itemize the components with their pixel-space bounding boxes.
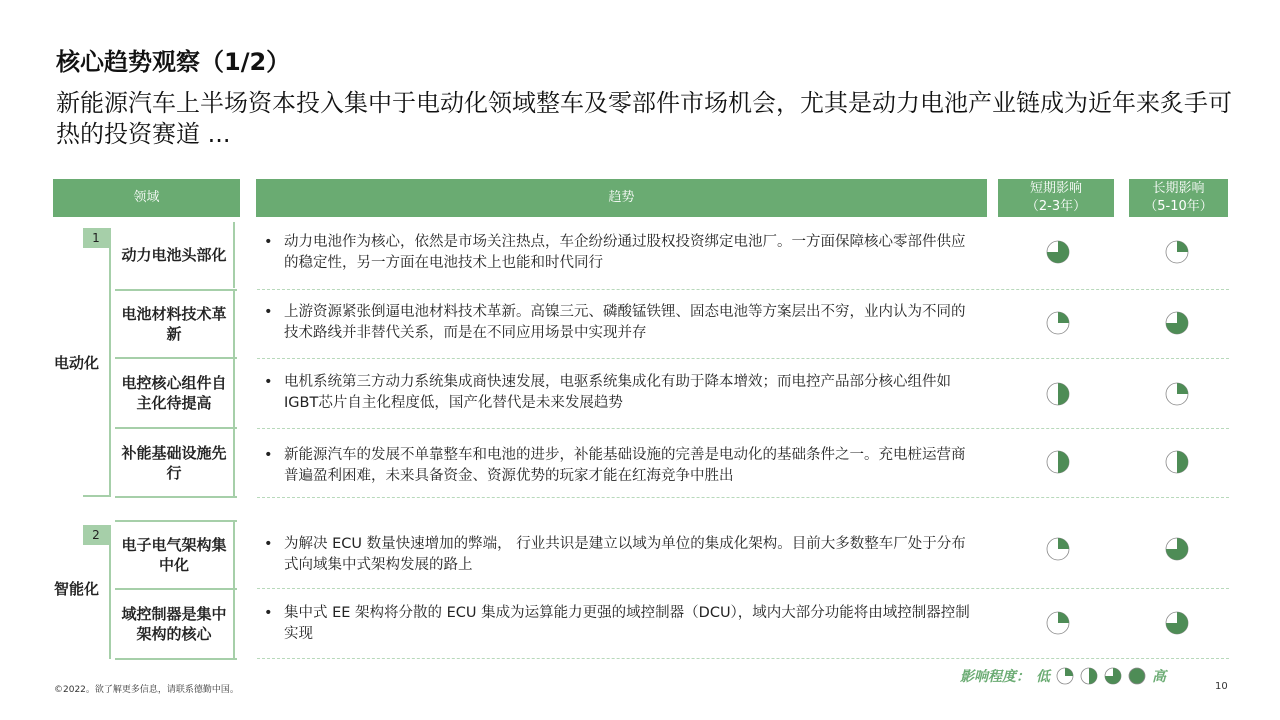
trend-item <box>262 302 977 344</box>
trend-text: 为解决 ECU 数量快速增加的弊端， 行业共识是建立以域为单位的集成化架构。目前大多数整车厂处于分布式向域集中式架构发展的路上 <box>284 536 966 573</box>
category-cell: 补能基础设施先行 <box>115 429 235 496</box>
bullet-icon: • <box>264 374 273 390</box>
short-term-impact-icon <box>1046 240 1070 264</box>
section-label: 智能化 <box>54 580 100 598</box>
long-term-impact-icon <box>1165 382 1189 406</box>
category-cell: 电控核心组件自主化待提高 <box>115 359 235 427</box>
trend-item <box>262 232 977 274</box>
impact-legend <box>960 666 1166 686</box>
bullet-icon: • <box>264 304 273 320</box>
row-divider <box>257 358 1229 359</box>
section-number-badge: 2 <box>83 525 109 545</box>
trend-item <box>262 534 977 576</box>
long-term-impact-icon <box>1165 240 1189 264</box>
section-label: 电动化 <box>54 354 100 372</box>
header-trend: 趋势 <box>256 179 987 217</box>
row-divider <box>257 658 1229 659</box>
page-number: 10 <box>1215 681 1228 692</box>
trend-text: 集中式 EE 架构将分散的 ECU 集成为运算能力更强的域控制器（DCU），域内大部分功能将由域控制器控制实现 <box>284 605 970 642</box>
long-term-impact-icon <box>1165 537 1189 561</box>
page-title: 核心趋势观察（1/2） <box>56 48 291 76</box>
trend-text: 动力电池作为核心，依然是市场关注热点，车企纷纷通过股权投资绑定电池厂。一方面保障核心零部件供应的稳定性，另一方面在电池技术上也能和时代同行 <box>284 234 966 271</box>
trend-text: 电机系统第三方动力系统集成商快速发展，电驱系统集成化有助于降本增效；而电控产品部分核心组件如IGBT芯片自主化程度低，国产化替代是未来发展趋势 <box>284 374 951 411</box>
bullet-icon: • <box>264 536 273 552</box>
category-cell: 域控制器是集中架构的核心 <box>115 590 235 658</box>
long-term-impact-icon <box>1165 450 1189 474</box>
short-term-impact-icon <box>1046 311 1070 335</box>
legend-low: 低 <box>1036 669 1050 685</box>
section-bracket-foot <box>83 495 111 497</box>
category-divider <box>115 496 237 498</box>
copyright-footer: ©2022。欲了解更多信息，请联系德勤中国。 <box>54 685 239 695</box>
category-cell: 电池材料技术革新 <box>115 291 235 357</box>
legend-full-icon <box>1128 667 1146 685</box>
header-domain: 领域 <box>53 179 240 217</box>
long-term-impact-icon <box>1165 311 1189 335</box>
section-bracket <box>109 525 111 659</box>
page-subtitle: 新能源汽车上半场资本投入集中于电动化领域整车及零部件市场机会，尤其是动力电池产业链成为近年来炙手可热的投资赛道 ... <box>56 89 1232 148</box>
header-short-term: 短期影响 （2-3年） <box>998 179 1114 217</box>
category-cell: 电子电气架构集中化 <box>115 522 235 588</box>
legend-three-quarter-icon <box>1104 667 1122 685</box>
legend-high: 高 <box>1152 669 1166 685</box>
legend-half-icon <box>1080 667 1098 685</box>
trend-item <box>262 372 977 414</box>
row-divider <box>257 289 1229 290</box>
bullet-icon: • <box>264 605 273 621</box>
row-divider <box>257 588 1229 589</box>
section-bracket <box>109 228 111 496</box>
row-divider <box>257 428 1229 429</box>
short-term-impact-icon <box>1046 450 1070 474</box>
short-term-impact-icon <box>1046 611 1070 635</box>
long-term-impact-icon <box>1165 611 1189 635</box>
bullet-icon: • <box>264 234 273 250</box>
trend-item <box>262 603 977 645</box>
category-cell: 动力电池头部化 <box>115 222 235 288</box>
legend-quarter-icon <box>1056 667 1074 685</box>
short-term-impact-icon <box>1046 382 1070 406</box>
category-divider <box>115 658 237 660</box>
header-long-term: 长期影响 （5-10年） <box>1129 179 1228 217</box>
bullet-icon: • <box>264 447 273 463</box>
short-term-impact-icon <box>1046 537 1070 561</box>
row-divider <box>257 497 1229 498</box>
trend-text: 上游资源紧张倒逼电池材料技术革新。高镍三元、磷酸锰铁锂、固态电池等方案层出不穷，业内认为不同的技术路线并非替代关系，而是在不同应用场景中实现并存 <box>284 304 966 341</box>
trend-text: 新能源汽车的发展不单靠整车和电池的进步，补能基础设施的完善是电动化的基础条件之一。充电桩运营商普遍盈利困难，未来具备资金、资源优势的玩家才能在红海竞争中胜出 <box>284 447 966 484</box>
section-number-badge: 1 <box>83 228 109 248</box>
trend-item <box>262 445 977 487</box>
legend-label: 影响程度： <box>960 669 1030 685</box>
